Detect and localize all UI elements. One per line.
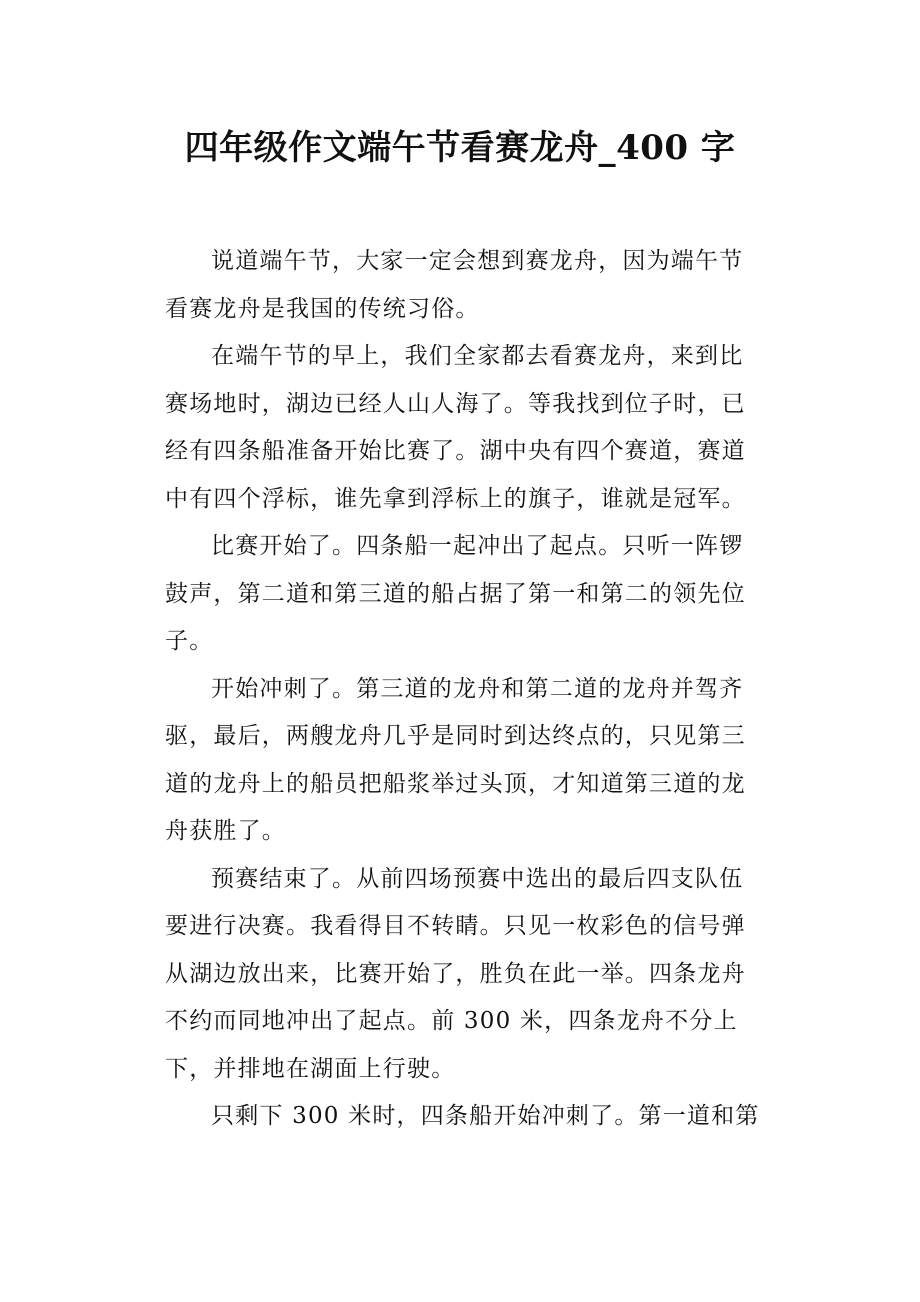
paragraph-1: 说道端午节，大家一定会想到赛龙舟，因为端午节看赛龙舟是我国的传统习俗。 — [165, 248, 744, 322]
paragraph-2: 在端午节的早上，我们全家都去看赛龙舟，来到比赛场地时，湖边已经人山人海了。等我找到位子时，已经有四条船准备开始比赛了。湖中央有四个赛道，赛道中有四个浮标，谁先拿到浮标上的旗子，谁就是冠军。 — [165, 343, 746, 512]
paragraph-3: 比赛开始了。四条船一起冲出了起点。只听一阵锣鼓声，第二道和第三道的船占据了第一和第二的领先位子。 — [165, 533, 746, 654]
paragraph-4: 开始冲刺了。第三道的龙舟和第二道的龙舟并驾齐驱，最后，两艘龙舟几乎是同时到达终点的，只见第三道的龙舟上的船员把船浆举过头顶，才知道第三道的龙舟获胜了。 — [165, 675, 746, 844]
paragraph-5: 预赛结束了。从前四场预赛中选出的最后四支队伍要进行决赛。我看得目不转睛。只见一枚彩色的信号弹从湖边放出来，比赛开始了，胜负在此一举。四条龙舟不约而同地冲出了起点。前 300 米，四条龙舟不分上下，并排地在湖面上行驶。 — [165, 865, 746, 1082]
paragraph-6: 只剩下 300 米时，四条船开始冲刺了。第一道和第 — [211, 1103, 760, 1129]
document-body — [165, 238, 765, 1141]
document-title: 四年级作文端午节看赛龙舟_400 字 — [184, 128, 736, 168]
